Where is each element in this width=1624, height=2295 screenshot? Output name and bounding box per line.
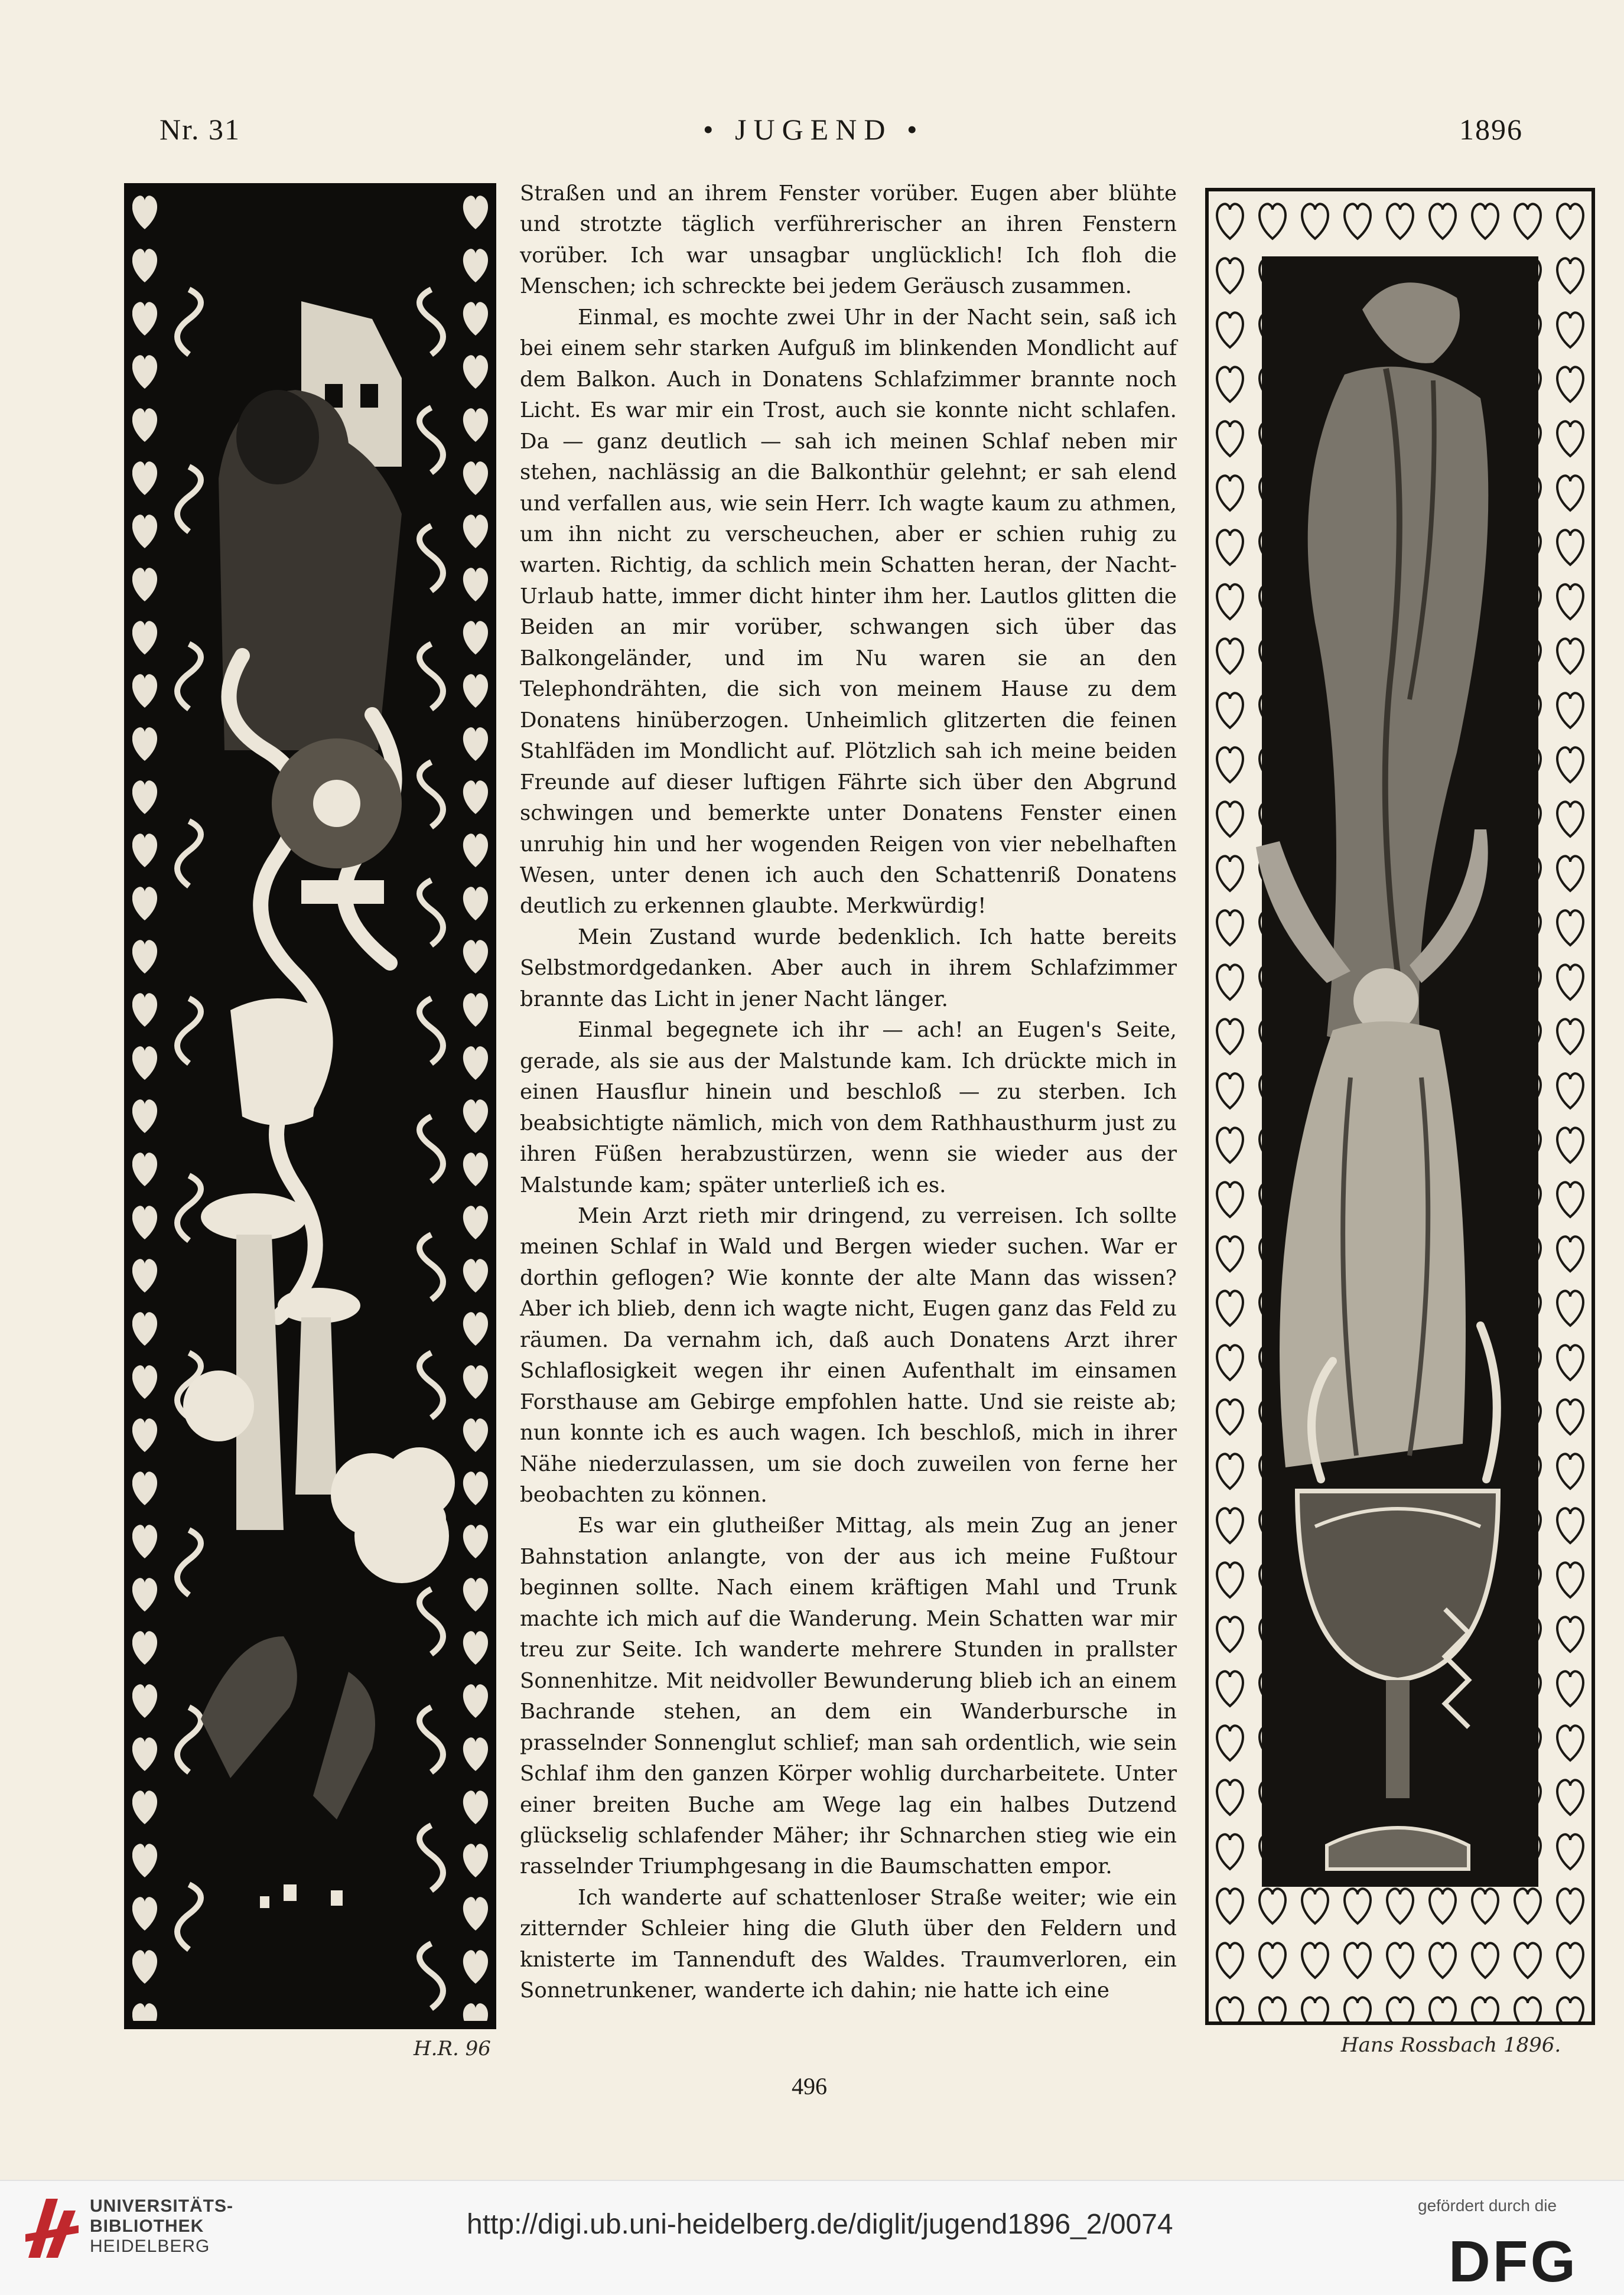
left-signature: H.R. 96 <box>414 2037 491 2060</box>
university-logo-icon <box>22 2193 82 2264</box>
library-name <box>90 2196 233 2257</box>
library-name-line1: UNIVERSITÄTS- <box>90 2196 234 2216</box>
issue-number: Nr. 31 <box>160 113 240 146</box>
funded-by-label: gefördert durch die <box>1418 2196 1557 2215</box>
page-number: 496 <box>792 2073 827 2099</box>
paragraph: Mein Zustand wurde bedenklich. Ich hatte bereits Selbstmordgedanken. Aber auch in ihrem Schlafzimmer brannte das Licht in jener Nacht länger. <box>520 924 1177 1011</box>
paragraph: Es war ein glutheißer Mittag, als mein Zug an jener Bahnstation anlangte, von der aus ich meine Fußtour beginnen sollte. Nach einem kräftigen Mahl und Trunk machte ich mich auf die Wanderung. Mein Schatten war mir treu zur Seite. Ich wanderte mehrere Stunden in prallster Sonnenhitze. Mit neidvoller Bewunderung blieb ich an einem Bachrande stehen, an dem ein Wanderbursche in prasselnder Sonnenglut schlief; man sah ordentlich, wie sein Schlaf ihm den ganzen Körper wohlig durcharbeitete. Unter einer breiten Buche am Wege lag ein halbes Dutzend glückselig schlafender Mäher; ihr Schnarchen stieg wie ein rasselnder Triumphgesang in die Baumschatten empor. <box>520 1513 1177 1879</box>
article-body <box>520 178 1177 2045</box>
paragraph: Ich wanderte auf schattenloser Straße weiter; wie ein zitternder Schleier hing die Gluth über den Feldern und knisterte im Tannenduft des Waldes. Traumverloren, ein Sonnetrunkener, wanderte ich dahin; nie hatte ich eine <box>520 1885 1177 2003</box>
dfg-logo: DFG <box>1449 2229 1578 2294</box>
paragraph: Einmal, es mochte zwei Uhr in der Nacht sein, saß ich bei einem sehr starken Aufguß im blinkenden Mondlicht auf dem Balkon. Auch in Donatens Schlafzimmer brannte noch Licht. Es war mir ein Trost, auch sie konnte nicht schlafen. Da — ganz deutlich — sah ich meinen Schlaf neben mir stehen, nachlässig an die Balkonthür gelehnt; er sah elend und verfallen aus, wie sein Herr. Ich wagte kaum zu athmen, um ihn nicht zu verscheuchen, aber er schien ruhig zu warten. Richtig, da schlich mein Schatten heran, der Nacht-Urlaub hatte, immer dicht hinter ihm her. Lautlos glitten die Beiden an mir vorüber, schwangen sich über das Balkongeländer, und im Nu waren sie an den Telephondrähten, die sich von meinem Hause zu dem Donatens hinüberzogen. Unheimlich glitzerten die feinen Stahlfäden im Mondlicht auf. Plötzlich sah ich meine beiden Freunde auf dieser luftigen Fährte sich über den Abgrund schwingen und bemerkte unter Donatens Fenster einen unruhig hin und her wogenden Reigen von vier nebelhaften Wesen, unter denen ich auch den Schattenriß Donatens deutlich zu erkennen glaubte. Merkwürdig! <box>520 305 1177 919</box>
right-illustration-art <box>1209 191 1592 2021</box>
right-illustration <box>1205 188 1595 2025</box>
page-header <box>0 112 1624 165</box>
year: 1896 <box>1459 113 1523 146</box>
library-name-line2: BIBLIOTHEK <box>90 2216 204 2236</box>
paragraph: Einmal begegnete ich ihr — ach! an Eugen's Seite, gerade, als sie aus der Malstunde kam. Ich drückte mich in einen Hausflur hinein und beschloß — zu sterben. Ich beabsichtigte nämlich, mich von dem Rathhausthurm just zu ihren Füßen herabzustürzen, wenn sie wieder aus der Malstunde kam; später unterließ ich es. <box>520 1018 1177 1197</box>
paragraph: Straßen und an ihrem Fenster vorüber. Eugen aber blühte und strotzte täglich verführerischer an ihren Fenstern vorüber. Ich war unsagbar unglücklich! Ich floh die Menschen; ich schreckte bei jedem Geräusch zusammen. <box>520 181 1177 299</box>
journal-title: • JUGEND • <box>703 113 925 146</box>
permalink-url[interactable]: http://digi.ub.uni-heidelberg.de/diglit/jugend1896_2/0074 <box>467 2209 1173 2240</box>
left-illustration <box>124 183 496 2029</box>
library-name-line3: HEIDELBERG <box>90 2237 210 2256</box>
right-signature: Hans Rossbach 1896. <box>1341 2033 1561 2057</box>
left-illustration-art <box>124 183 496 2029</box>
paragraph: Mein Arzt rieth mir dringend, zu verreisen. Ich sollte meinen Schlaf in Wald und Bergen wieder suchen. War er dorthin geflogen? Wie konnte der alte Mann das wissen? Aber ich blieb, denn ich wagte nicht, Eugen ganz das Feld zu räumen. Da vernahm ich, daß auch Donatens Arzt ihrer Schlaflosigkeit wegen ihr einen Aufenthalt im einsamen Forsthause am Gebirge empfohlen hatte. Und sie reiste ab; nun konnte ich es auch wagen. Ich beschloß, mich in ihrer Nähe niederzulassen, um sie doch zuweilen von ferne her beobachten zu können. <box>520 1203 1177 1508</box>
